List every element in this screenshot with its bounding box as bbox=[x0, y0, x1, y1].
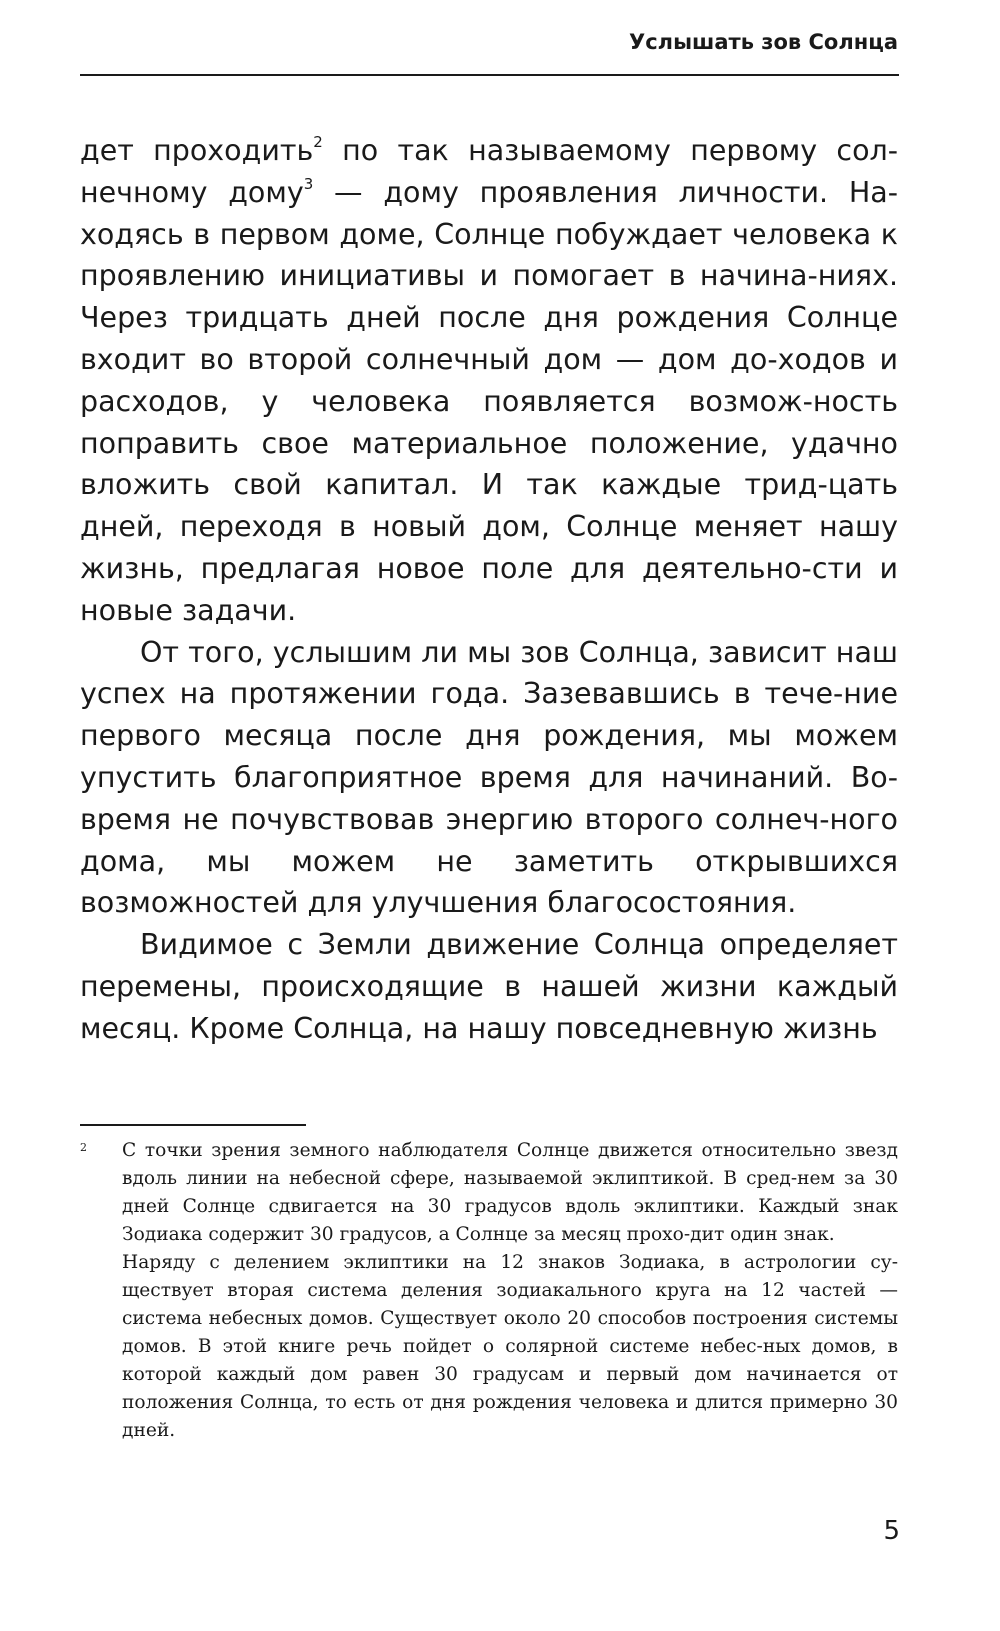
running-header-title: Услышать зов Солнца bbox=[629, 30, 898, 54]
header-rule bbox=[80, 74, 899, 76]
footnote-mark: 2 bbox=[80, 1141, 87, 1154]
footnote-paragraph-2: Наряду с делением эклиптики на 12 знаков Зодиака, в астрологии су-ществует вторая система деления зодиакального круга на 12 частей — система небесных домов. Существует около 20 способов построения системы домов. В этой книге речь пойдет о солярной системе небес-ных домов, в которой каждый дом равен 30 градусам и первый дом начинается от положения Солнца, то есть от дня рождения человека и длится примерно 30 дней. bbox=[122, 1252, 898, 1441]
main-text bbox=[80, 130, 898, 1050]
footnote-item bbox=[80, 1137, 898, 1445]
footnote-ref-3: 3 bbox=[303, 174, 314, 193]
paragraph-3: Видимое с Земли движение Солнца определяет перемены, происходящие в нашей жизни каждый месяц. Кроме Солнца, на нашу повседневную жизнь bbox=[80, 928, 898, 1045]
paragraph-1 bbox=[80, 130, 898, 632]
paragraph-2: От того, услышим ли мы зов Солнца, зависит наш успех на протяжении года. Зазевавшись в тече-ние первого месяца после дня рождения, мы можем упустить благоприятное время для начинаний. Во-время не почувствовав энергию второго солнеч-ного дома, мы можем не заметить открывшихся возможностей для улучшения благосостояния. bbox=[80, 635, 898, 920]
footnote-ref-2: 2 bbox=[313, 133, 323, 151]
page-number: 5 bbox=[883, 1516, 900, 1546]
footnotes bbox=[80, 1137, 898, 1445]
paragraph-1-part-b: по так называемому первому сол-нечному дому bbox=[80, 134, 898, 209]
footnote-paragraph-1: С точки зрения земного наблюдателя Солнце движется относительно звезд вдоль линии на небесной сфере, называемой эклиптикой. В сред-нем за 30 дней Солнце сдвигается на 30 градусов вдоль эклиптики. Каждый знак Зодиака содержит 30 градусов, а Солнце за месяц прохо-дит один знак. bbox=[122, 1140, 898, 1245]
paragraph-1-part-a: дет проходить bbox=[80, 134, 314, 167]
paragraph-1-part-c: — дому проявления личности. На-ходясь в первом доме, Солнце побуждает человека к проявлению инициативы и помогает в начина-ниях. Через тридцать дней после дня рождения Солнце входит во второй солнечный дом — дом до-ходов и расходов, у человека появляется возмож-ность поправить свое материальное положение, удачно вложить свой капитал. И так каждые трид-цать дней, переходя в новый дом, Солнце меняет нашу жизнь, предлагая новое поле для деятельно-сти и новые задачи. bbox=[80, 175, 898, 627]
footnote-rule bbox=[80, 1124, 306, 1126]
